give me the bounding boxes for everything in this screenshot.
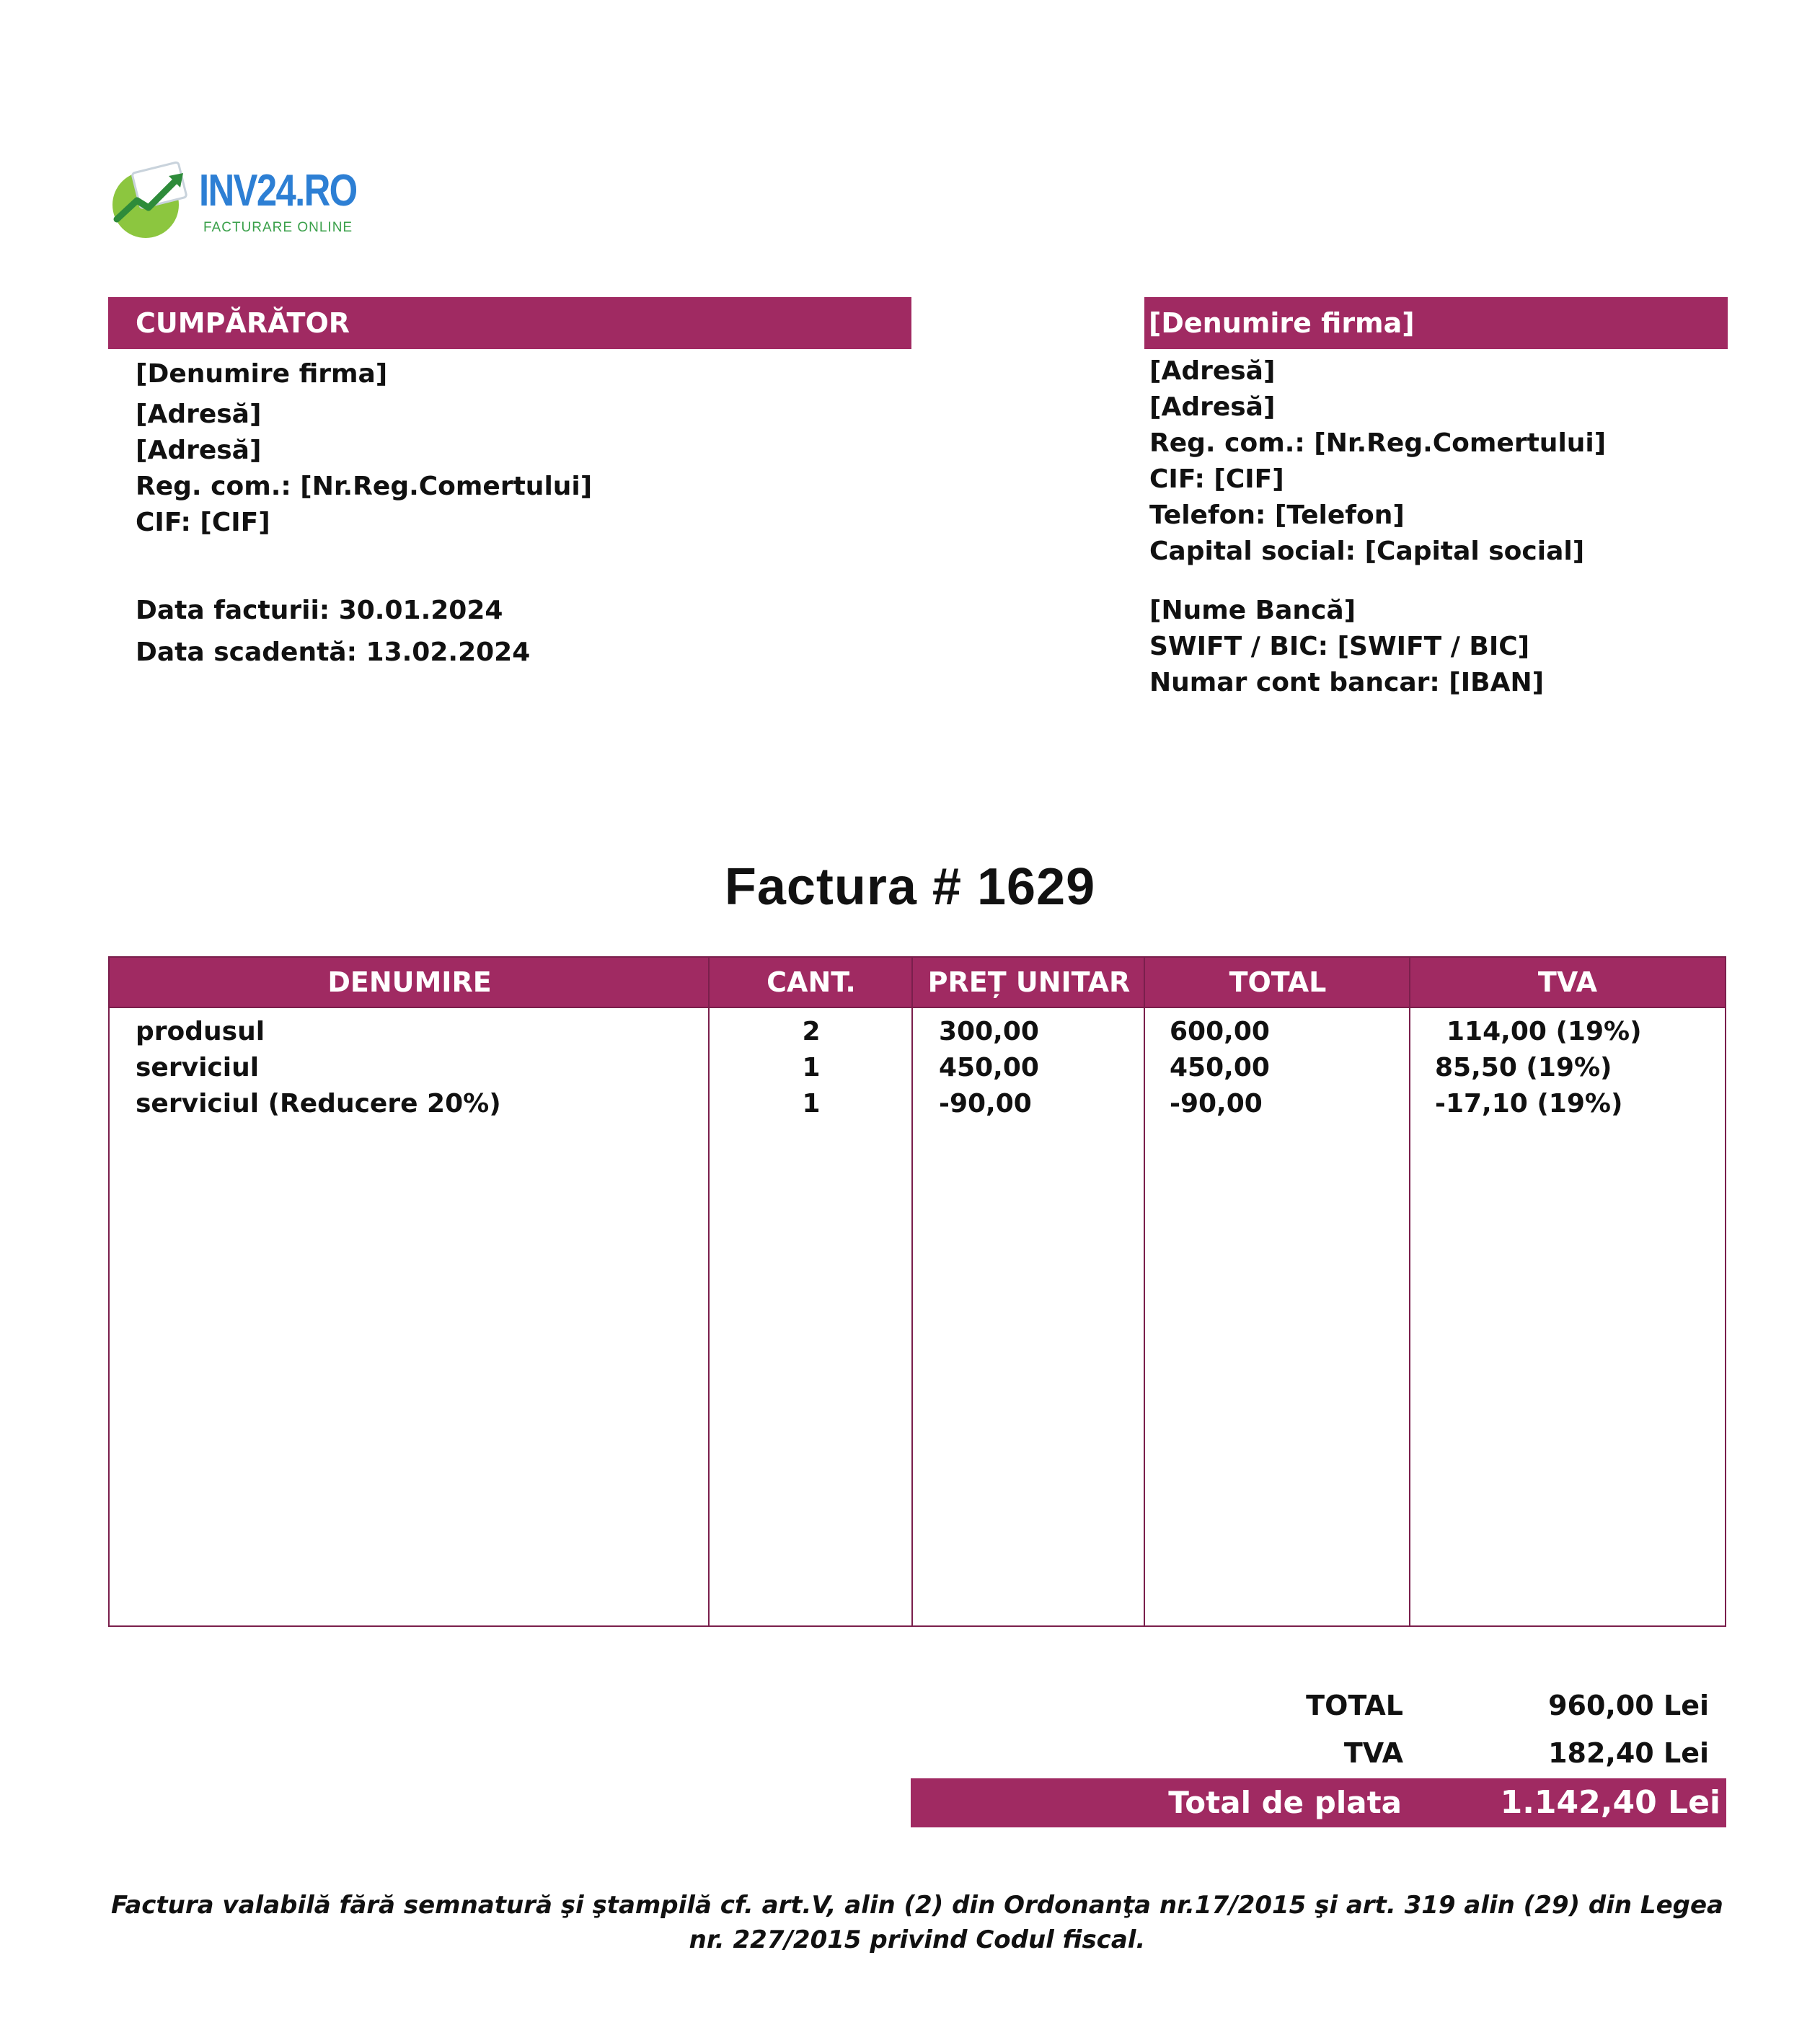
col-cant: CANT. [767,966,856,998]
seller-header-bar [1144,297,1728,349]
logo-chart-icon [108,160,193,241]
bank-swift: SWIFT / BIC: [SWIFT / BIC] [1149,632,1530,661]
invoice-dates [136,593,530,671]
total-label: TOTAL [1306,1690,1403,1721]
buyer-company: [Denumire firma] [136,359,388,389]
row-1-total: 600,00 [1170,1017,1270,1046]
seller-details [1149,353,1606,570]
grand-total-label: Total de plata [1168,1785,1402,1820]
items-table [108,956,1726,1627]
seller-address-2: [Adresă] [1149,392,1276,422]
seller-bank-details [1149,593,1544,701]
seller-phone: Telefon: [Telefon] [1149,500,1405,530]
row-1-unit-price: 300,00 [939,1017,1039,1046]
due-date: Data scadentă: 13.02.2024 [136,637,531,667]
buyer-address-2: [Adresă] [136,436,262,465]
bank-name: [Nume Bancă] [1149,596,1356,625]
buyer-address-1: [Adresă] [136,400,262,429]
tva-label: TVA [1343,1737,1403,1769]
invoice-title: Factura # 1629 [724,858,1096,916]
company-logo [108,160,361,243]
buyer-header-bar [108,297,911,349]
table-header [110,958,1725,1008]
seller-reg-com: Reg. com.: [Nr.Reg.Comertului] [1149,428,1607,458]
col-pret-unitar: PREȚ UNITAR [927,966,1131,998]
bank-iban: Numar cont bancar: [IBAN] [1149,668,1545,697]
row-3-unit-price: -90,00 [939,1089,1032,1118]
tva-value: 182,40 Lei [1548,1737,1709,1769]
seller-capital: Capital social: [Capital social] [1149,537,1585,566]
row-2-name: serviciul [136,1053,260,1082]
buyer-cif: CIF: [CIF] [136,508,270,537]
logo-name: INV24.RO [199,166,357,216]
buyer-header: CUMPĂRĂTOR [136,307,350,339]
logo-tagline: FACTURARE ONLINE [203,220,353,235]
row-2-unit-price: 450,00 [939,1053,1039,1082]
row-1-tva: 114,00 (19%) [1446,1017,1642,1046]
seller-cif: CIF: [CIF] [1149,464,1284,494]
col-total: TOTAL [1229,966,1327,998]
row-3-tva: -17,10 (19%) [1435,1089,1623,1118]
buyer-details [136,356,592,541]
row-1-name: produsul [136,1017,265,1046]
row-2-tva: 85,50 (19%) [1435,1053,1612,1082]
col-denumire: DENUMIRE [327,966,492,998]
row-2-total: 450,00 [1170,1053,1270,1082]
row-3-total: -90,00 [1170,1089,1263,1118]
grand-total-value: 1.142,40 Lei [1500,1784,1720,1821]
invoice-date: Data facturii: 30.01.2024 [136,596,503,625]
total-value: 960,00 Lei [1548,1690,1709,1721]
col-divider [1144,958,1145,1625]
seller-address-1: [Adresă] [1149,356,1276,386]
row-3-qty: 1 [802,1089,821,1118]
seller-header: [Denumire firma] [1149,307,1415,339]
buyer-reg-com: Reg. com.: [Nr.Reg.Comertului] [136,472,593,501]
col-divider [1409,958,1410,1625]
legal-footer: Factura valabilă fără semnatură şi ştampilă cf. art.V, alin (2) din Ordonanţa nr.17/2015 şi art. 319 alin (29) din Legea nr. 227/2015 privind Codul fiscal. [111,1891,1723,1953]
row-2-qty: 1 [802,1053,821,1082]
col-tva: TVA [1537,966,1598,998]
grand-total-bar [911,1778,1726,1827]
row-1-qty: 2 [802,1017,821,1046]
row-3-name: serviciul (Reducere 20%) [136,1089,501,1118]
